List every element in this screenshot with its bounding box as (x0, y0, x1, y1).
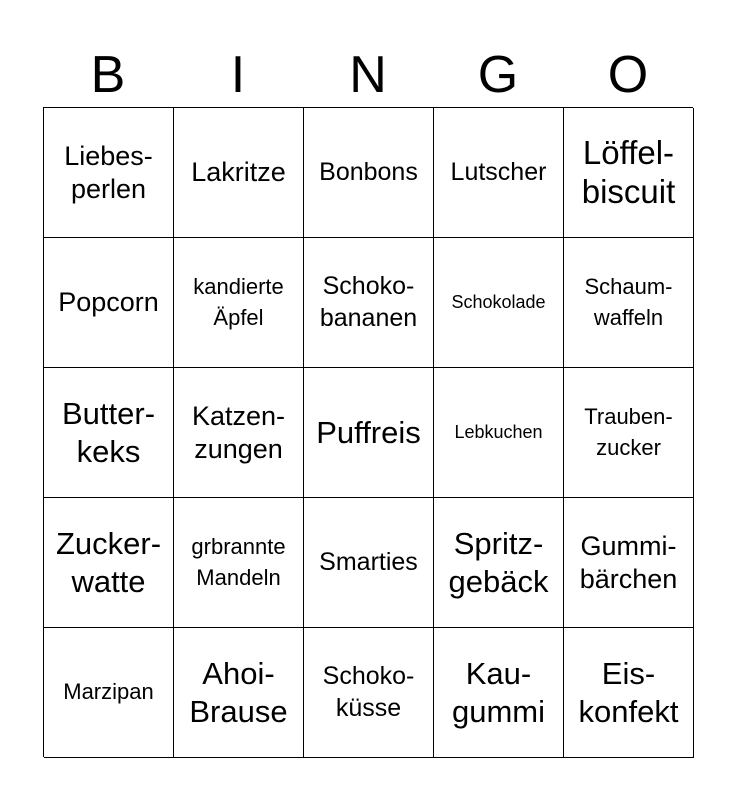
bingo-cell[interactable]: Ahoi- Brause (174, 628, 304, 758)
bingo-cell[interactable]: Lakritze (174, 108, 304, 238)
bingo-cell[interactable]: Schoko- bananen (304, 238, 434, 368)
bingo-cell[interactable]: Popcorn (44, 238, 174, 368)
bingo-cell[interactable]: Schokolade (434, 238, 564, 368)
bingo-cell[interactable]: Eis- konfekt (564, 628, 694, 758)
bingo-cell[interactable]: kandierte Äpfel (174, 238, 304, 368)
header-letter-n: N (349, 46, 387, 104)
bingo-cell[interactable]: Marzipan (44, 628, 174, 758)
bingo-header (43, 44, 693, 106)
header-letter-o: O (607, 46, 649, 104)
bingo-cell[interactable]: Gummi- bärchen (564, 498, 694, 628)
bingo-cell[interactable]: Puffreis (304, 368, 434, 498)
bingo-board (43, 107, 693, 757)
bingo-cell[interactable]: Butter- keks (44, 368, 174, 498)
bingo-cell[interactable]: Katzen- zungen (174, 368, 304, 498)
header-letter-g: G (477, 46, 519, 104)
bingo-cell[interactable]: Schoko- küsse (304, 628, 434, 758)
bingo-cell[interactable]: Löffel- biscuit (564, 108, 694, 238)
header-letter-b: B (90, 46, 126, 104)
bingo-cell[interactable]: Trauben- zucker (564, 368, 694, 498)
bingo-cell[interactable]: Bonbons (304, 108, 434, 238)
bingo-cell[interactable]: grbrannte Mandeln (174, 498, 304, 628)
bingo-cell[interactable]: Smarties (304, 498, 434, 628)
bingo-cell[interactable]: Schaum- waffeln (564, 238, 694, 368)
bingo-cell[interactable]: Lutscher (434, 108, 564, 238)
header-letter-i: I (230, 46, 246, 104)
bingo-cell[interactable]: Zucker- watte (44, 498, 174, 628)
bingo-cell[interactable]: Spritz- gebäck (434, 498, 564, 628)
bingo-cell[interactable]: Lebkuchen (434, 368, 564, 498)
bingo-cell[interactable]: Kau- gummi (434, 628, 564, 758)
bingo-cell[interactable]: Liebes- perlen (44, 108, 174, 238)
